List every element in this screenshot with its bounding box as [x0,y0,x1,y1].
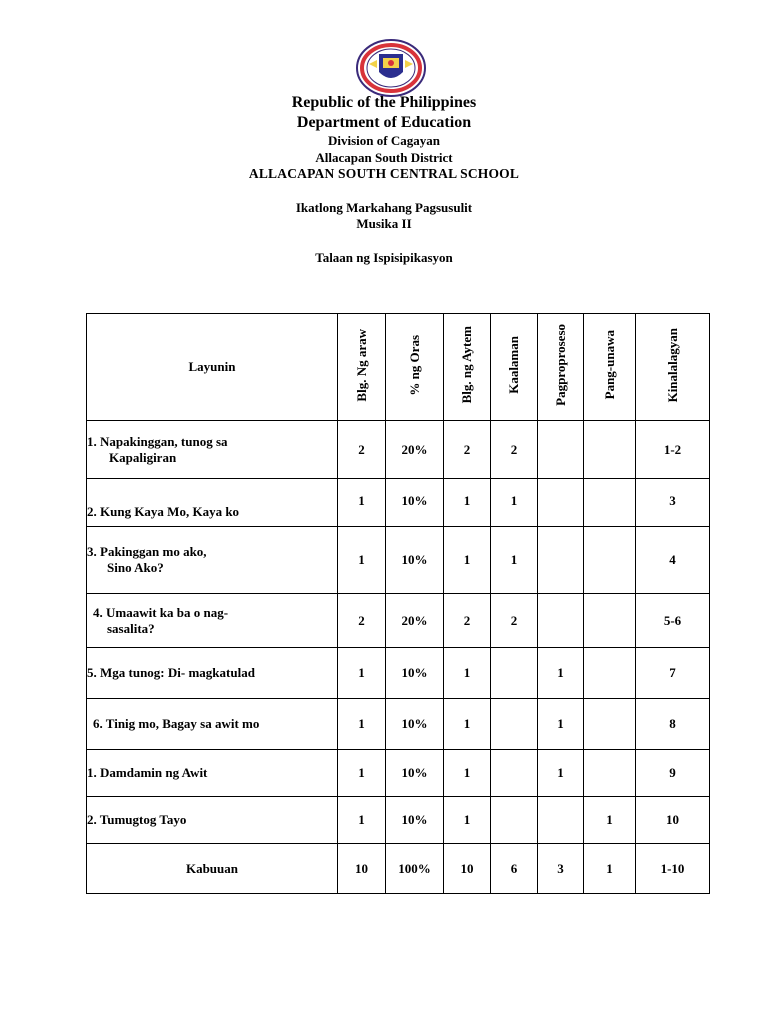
deped-seal [355,38,427,98]
table-row [87,797,710,844]
kaalaman-cell [491,750,538,797]
pang-unawa-cell [584,750,636,797]
header-blg-araw: Blg. Ng araw [338,314,386,421]
kinalalagyan-cell: 10 [636,797,710,844]
total-pagproproseso-cell: 3 [538,844,584,894]
kinalalagyan-cell: 9 [636,750,710,797]
araw-cell: 2 [338,421,386,479]
aytem-cell: 2 [444,594,491,648]
araw-cell: 1 [338,797,386,844]
document-title: Talaan ng Ispisipikasyon [315,250,453,265]
oras-cell: 20% [386,421,444,479]
table-row [87,421,710,479]
district-heading: Allacapan South District [315,150,453,165]
table-row [87,648,710,699]
oras-cell: 10% [386,527,444,594]
total-kinalalagyan-cell: 1-10 [636,844,710,894]
pagproproseso-cell: 1 [538,648,584,699]
table-header-row [87,314,710,421]
table-row [87,750,710,797]
pang-unawa-cell: 1 [584,797,636,844]
objective-cell: 1. Napakinggan, tunog sa Kapaligiran [87,421,338,479]
header-aytem: Blg. ng Aytem [444,314,491,421]
oras-cell: 20% [386,594,444,648]
total-kaalaman-cell: 6 [491,844,538,894]
table-row [87,594,710,648]
kaalaman-cell: 2 [491,594,538,648]
total-pang-unawa-cell: 1 [584,844,636,894]
objective-cell: 4. Umaawit ka ba o nag- sasalita? [87,594,338,648]
aytem-cell: 2 [444,421,491,479]
kaalaman-cell: 2 [491,421,538,479]
total-oras-cell: 100% [386,844,444,894]
specification-table [86,313,710,894]
republic-heading: Republic of the Philippines [291,94,477,111]
total-aytem-cell: 10 [444,844,491,894]
pang-unawa-cell [584,479,636,527]
oras-cell: 10% [386,648,444,699]
aytem-cell: 1 [444,750,491,797]
pagproproseso-cell [538,421,584,479]
header-pang-unawa: Pang-unawa [584,314,636,421]
objective-cell: 5. Mga tunog: Di- magkatulad [87,648,338,699]
aytem-cell: 1 [444,648,491,699]
araw-cell: 1 [338,479,386,527]
kaalaman-cell: 1 [491,479,538,527]
department-heading: Department of Education [296,114,472,131]
oras-cell: 10% [386,750,444,797]
kaalaman-cell: 1 [491,527,538,594]
total-label-cell: Kabuuan [87,844,338,894]
pagproproseso-cell: 1 [538,699,584,750]
subject-title: Musika II [356,216,412,231]
kinalalagyan-cell: 1-2 [636,421,710,479]
header-layunin: Layunin [87,314,338,421]
araw-cell: 2 [338,594,386,648]
header-pagproproseso: Pagproproseso [538,314,584,421]
aytem-cell: 1 [444,699,491,750]
objective-cell: 2. Tumugtog Tayo [87,797,338,844]
table-row [87,699,710,750]
table-total-row [87,844,710,894]
exam-title: Ikatlong Markahang Pagsusulit [295,200,473,215]
oras-cell: 10% [386,797,444,844]
araw-cell: 1 [338,699,386,750]
pang-unawa-cell [584,594,636,648]
header-kaalaman: Kaalaman [491,314,538,421]
pagproproseso-cell [538,797,584,844]
kinalalagyan-cell: 8 [636,699,710,750]
pagproproseso-cell [538,479,584,527]
aytem-cell: 1 [444,479,491,527]
kaalaman-cell [491,797,538,844]
objective-cell: 6. Tinig mo, Bagay sa awit mo [87,699,338,750]
division-heading: Division of Cagayan [328,133,440,148]
araw-cell: 1 [338,527,386,594]
kaalaman-cell [491,699,538,750]
aytem-cell: 1 [444,797,491,844]
aytem-cell: 1 [444,527,491,594]
kinalalagyan-cell: 5-6 [636,594,710,648]
objective-cell: 1. Damdamin ng Awit [87,750,338,797]
header-oras: % ng Oras [386,314,444,421]
objective-cell: 3. Pakinggan mo ako, Sino Ako? [87,527,338,594]
table-row [87,527,710,594]
school-heading: ALLACAPAN SOUTH CENTRAL SCHOOL [248,166,520,181]
pang-unawa-cell [584,421,636,479]
kaalaman-cell [491,648,538,699]
header-kinalalagyan: Kinalalagyan [636,314,710,421]
pagproproseso-cell: 1 [538,750,584,797]
kinalalagyan-cell: 4 [636,527,710,594]
kinalalagyan-cell: 3 [636,479,710,527]
araw-cell: 1 [338,648,386,699]
pang-unawa-cell [584,527,636,594]
objective-cell: 2. Kung Kaya Mo, Kaya ko [87,479,338,527]
pang-unawa-cell [584,648,636,699]
pagproproseso-cell [538,594,584,648]
table-row [87,479,710,527]
pagproproseso-cell [538,527,584,594]
araw-cell: 1 [338,750,386,797]
oras-cell: 10% [386,699,444,750]
kinalalagyan-cell: 7 [636,648,710,699]
pang-unawa-cell [584,699,636,750]
oras-cell: 10% [386,479,444,527]
total-araw-cell: 10 [338,844,386,894]
